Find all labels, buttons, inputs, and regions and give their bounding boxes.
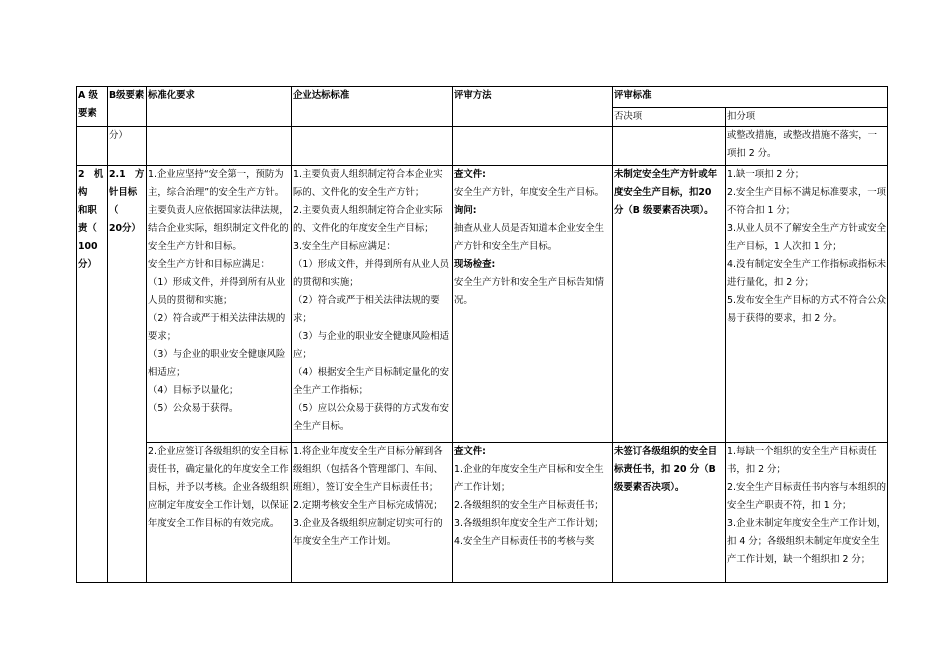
header-standard-requirement: 标准化要求 <box>147 87 292 127</box>
method-site-text: 安全生产方针和安全生产目标告知情况。 <box>454 277 605 306</box>
header-enterprise-standard: 企业达标标准 <box>292 87 453 127</box>
method-site-label: 现场检查: <box>454 259 496 270</box>
evaluation-table <box>76 86 888 583</box>
standard-requirement-cell-2: 2.企业应签订各级组织的安全目标责任书，确定量化的年度安全工作目标，并予以考核。企业各级组织应制定年度安全工作计划，以保证年度安全工作目标的有效完成。 <box>147 443 292 583</box>
header-veto: 否决项 <box>613 108 726 127</box>
veto-cell: 未制定安全生产方针或年度安全生产目标，扣20 分（B 级要素否决项）。 <box>613 166 726 443</box>
cont-enterprise <box>292 127 453 166</box>
header-review-method: 评审方法 <box>453 87 613 127</box>
review-method-cell <box>453 166 613 443</box>
standard-requirement-cell: 1.企业应坚持“安全第一，预防为主，综合治理”的安全生产方针。主要负责人应依据国家法律法规，结合企业实际，组织制定文件化的安全生产方针和目标。 安全生产方针和目标应满足： （1）形成文件，并得到所有从业人员的贯彻和实施； （2）符合或严于相关法律法规的要求； （3）与企业的职业安全健康风险相适应； （4）目标予以量化； （5）公众易于获得。 <box>147 166 292 443</box>
enterprise-standard-cell-2: 1.将企业年度安全生产目标分解到各级组织（包括各个管理部门、车间、班组），签订安全生产目标责任书； 2.定期考核安全生产目标完成情况； 3.企业及各级组织应制定切实可行的年度安全生产工作计划。 <box>292 443 453 583</box>
b-level-cell: 2.1 方针目标（ 20分） <box>108 166 147 583</box>
deduct-cell-2: 1.每缺一个组织的安全生产目标责任书，扣 2 分； 2.安全生产目标责任书内容与本组织的安全生产职责不符，扣 1 分； 3.企业未制定年度安全生产工作计划，扣 4 分；各级组织未制定年度安全生产工作计划，缺一个组织扣 2 分； <box>726 443 888 583</box>
table-row <box>77 166 888 443</box>
continuation-row <box>77 127 888 166</box>
cont-deduct: 或整改措施，或整改措施不落实，一项扣 2 分。 <box>726 127 888 166</box>
review-method-cell-2 <box>453 443 613 583</box>
method-check-label-2: 查文件: <box>454 446 486 457</box>
table-row <box>77 443 888 583</box>
cont-method <box>453 127 613 166</box>
veto-cell-2: 未签订各级组织的安全目标责任书，扣 20 分（B 级要素否决项）。 <box>613 443 726 583</box>
method-text-2: 1.企业的年度安全生产目标和安全生产工作计划； 2.各级组织的安全生产目标责任书； 3.各级组织年度安全生产工作计划； 4.安全生产目标责任书的考核与奖 <box>454 464 604 547</box>
enterprise-standard-cell: 1.主要负责人组织制定符合本企业实际的、文件化的安全生产方针； 2.主要负责人组织制定符合企业实际的、文件化的年度安全生产目标； 3.安全生产目标应满足： （1）形成文件，并得到所有从业人员的贯彻和实施； （2）符合或严于相关法律法规的要求； （3）与企业的职业安全健康风险相适应； （4）根据安全生产目标制定量化的安全生产工作指标； （5）应以公众易于获得的方式发布安全生产目标。 <box>292 166 453 443</box>
method-check-text: 安全生产方针，年度安全生产目标。 <box>454 187 605 198</box>
a-level-cell: 2 机构 和职责（ 100分） <box>77 166 108 583</box>
deduct-cell: 1.缺一项扣 2 分； 2.安全生产目标不满足标准要求，一项不符合扣 1 分； 3.从业人员不了解安全生产方针或安全生产目标，1 人次扣 1 分； 4.没有制定安全生产工作指标或指标未进行量化，扣 2 分； 5.发布安全生产目标的方式不符合公众易于获得的要求，扣 2 分。 <box>726 166 888 443</box>
method-ask-label: 询问: <box>454 205 477 216</box>
header-a-level: A 级要素 <box>77 87 108 127</box>
header-b-level: B级要素 <box>108 87 147 127</box>
header-deduct: 扣分项 <box>726 108 888 127</box>
header-review-standard: 评审标准 <box>613 87 888 108</box>
cont-b-level: 分） <box>108 127 147 166</box>
cont-veto <box>613 127 726 166</box>
cont-a-level <box>77 127 108 166</box>
header-row <box>77 87 888 108</box>
method-check-label: 查文件: <box>454 169 486 180</box>
method-ask-text: 抽查从业人员是否知道本企业安全生产方针和安全生产目标。 <box>454 223 605 252</box>
cont-standard <box>147 127 292 166</box>
